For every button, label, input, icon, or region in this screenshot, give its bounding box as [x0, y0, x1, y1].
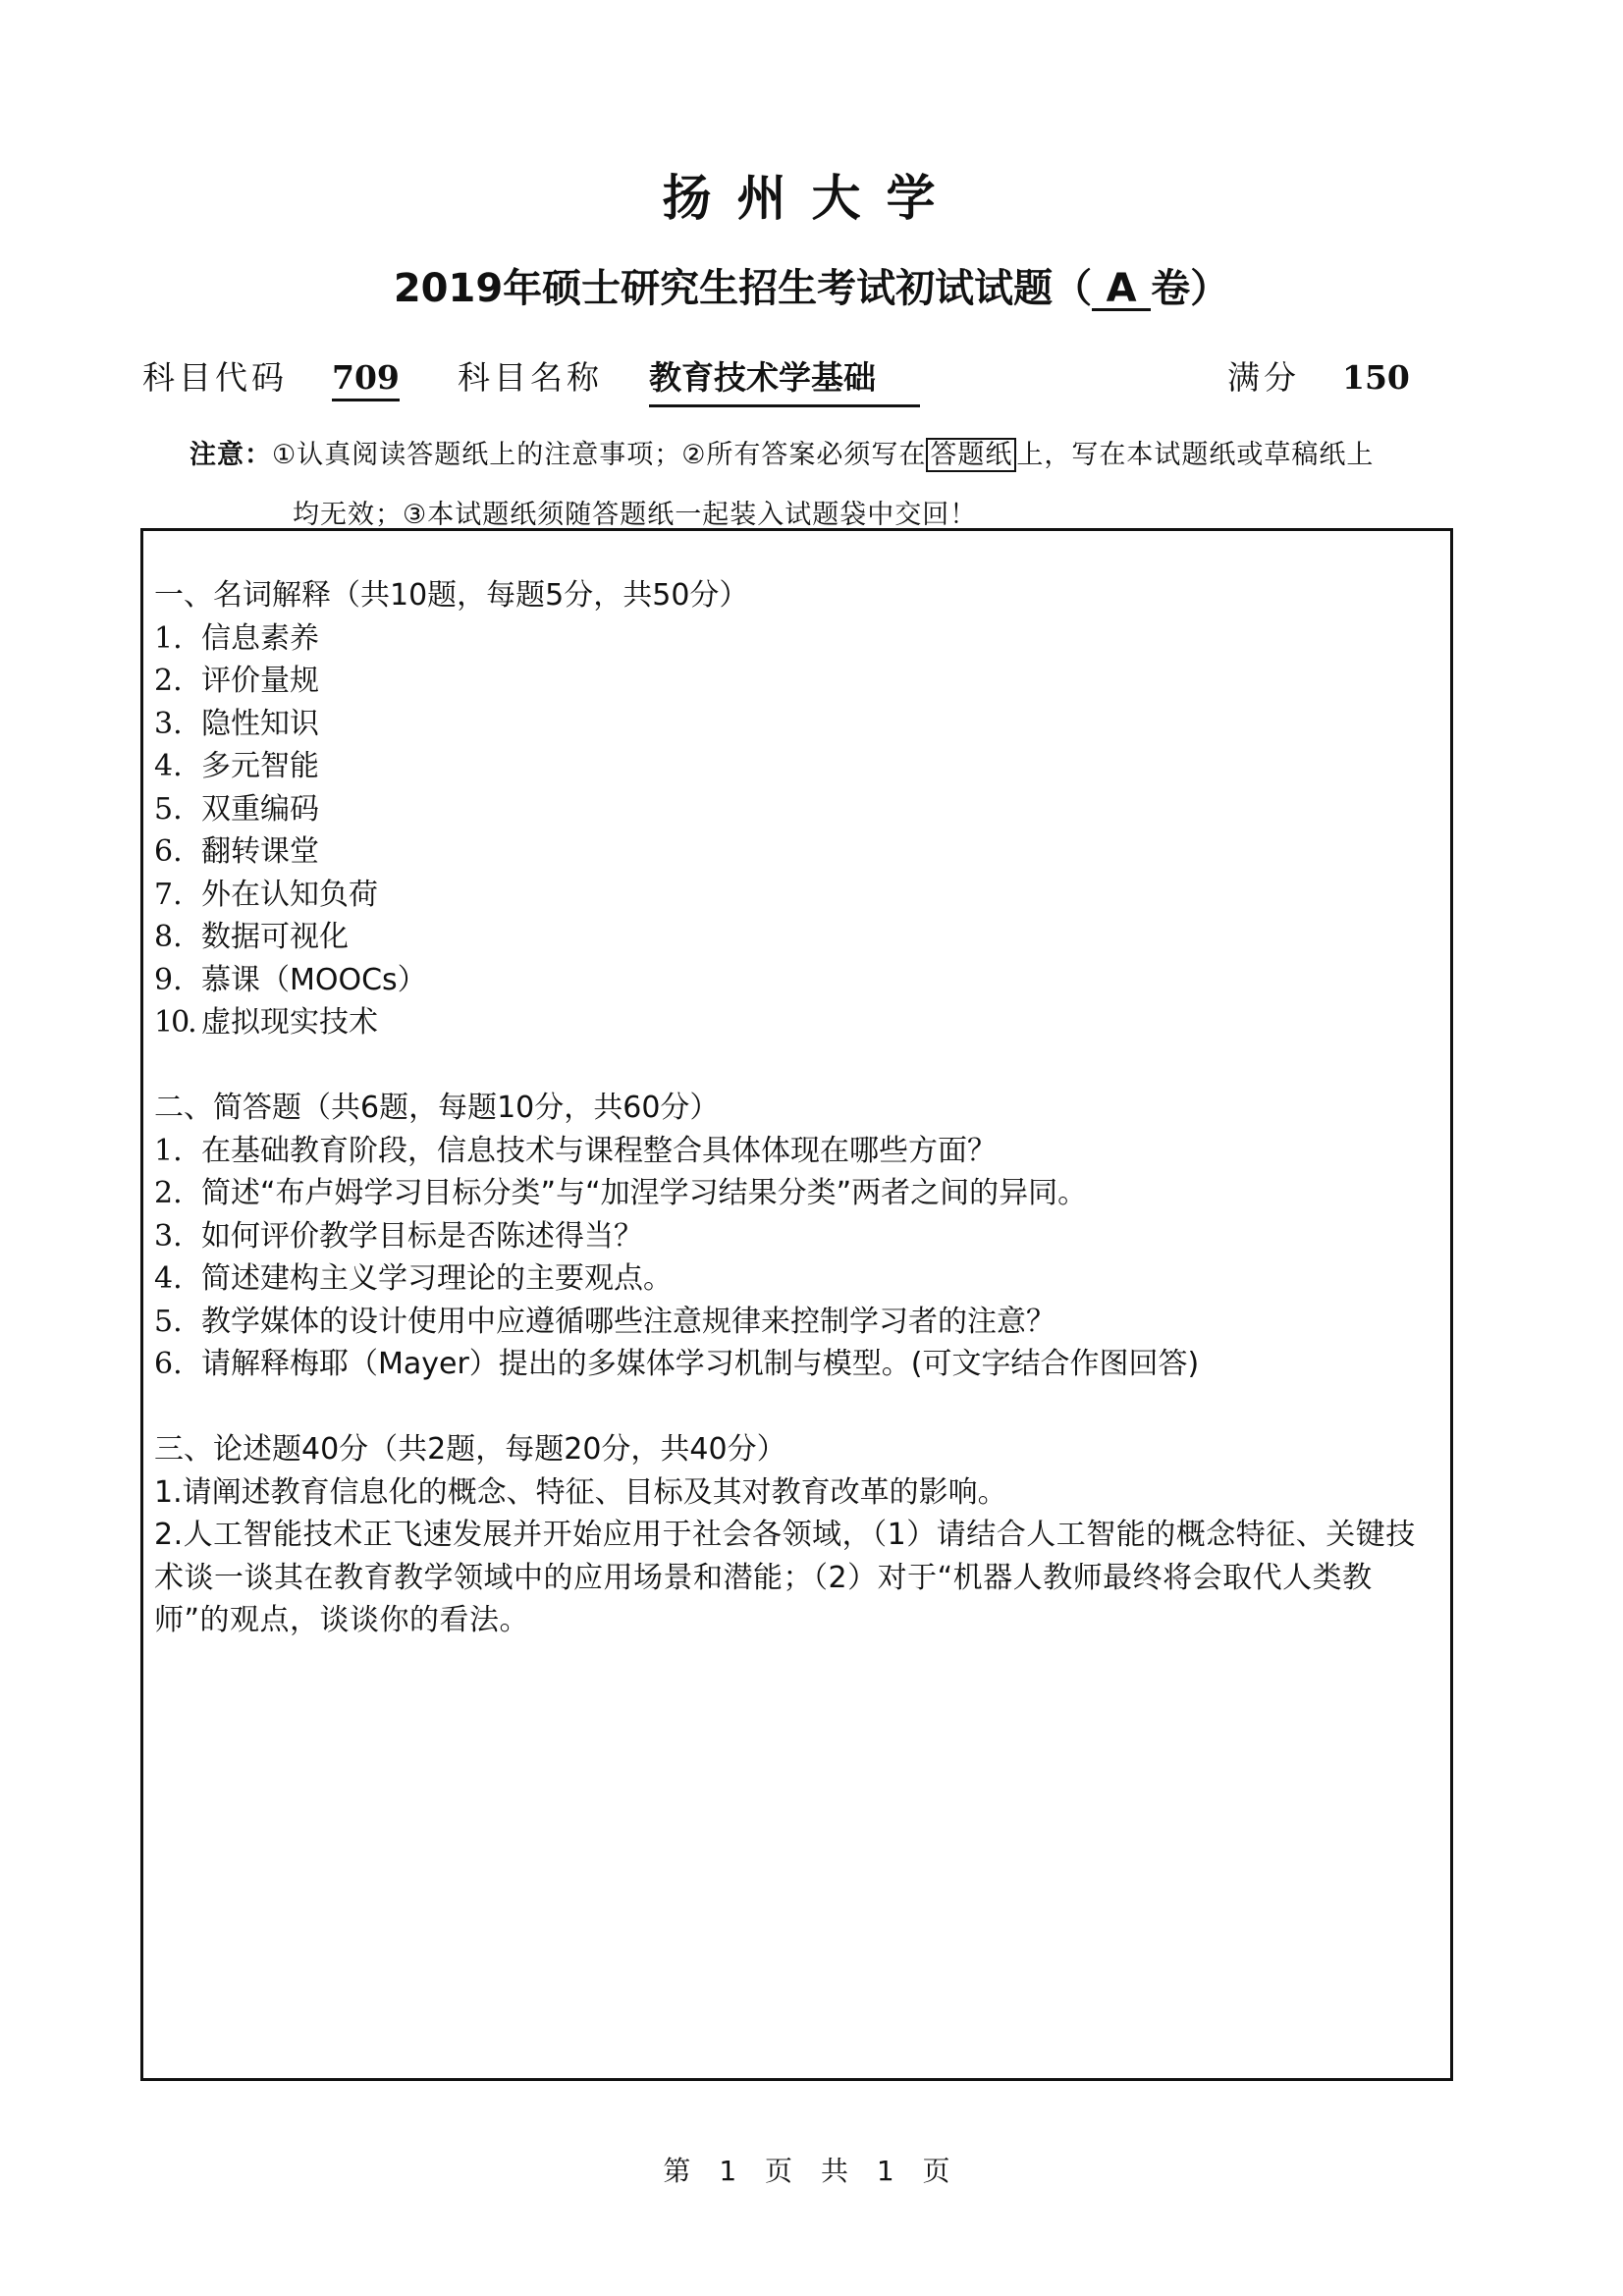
university-name: 扬州大学 [662, 170, 961, 227]
question-text: 请解释梅耶（Mayer）提出的多媒体学习机制与模型。(可文字结合作图回答) [201, 1347, 1200, 1381]
question-number: 6. [154, 1347, 183, 1381]
question-text: 简述建构主义学习理论的主要观点。 [201, 1261, 673, 1296]
question-number: 9. [154, 962, 183, 997]
answer-sheet-highlight: 答题纸 [926, 438, 1016, 472]
section-term-explanation [154, 574, 1440, 1044]
subject-name-group [458, 353, 920, 402]
notice-text-2: 上，写在本试题纸或草稿纸上 [1016, 440, 1375, 470]
section-title: 三、论述题40分（共2题，每题20分，共40分） [154, 1432, 786, 1467]
question-text: 简述“布卢姆学习目标分类”与“加涅学习结果分类”两者之间的异同。 [201, 1176, 1088, 1210]
section-spacer [154, 1386, 1440, 1429]
question-item [154, 1172, 1440, 1215]
question-item [154, 1130, 1440, 1173]
question-number: 4. [154, 749, 183, 783]
question-item [154, 1343, 1440, 1386]
question-text: 双重编码 [201, 791, 319, 827]
question-text: 隐性知识 [201, 706, 319, 741]
question-item [154, 1471, 1440, 1515]
exam-title [0, 263, 1623, 314]
full-score-group [1227, 353, 1410, 402]
question-number: 2. [154, 1176, 183, 1210]
question-number: 2. [154, 664, 183, 698]
section-title: 二、简答题（共6题，每题10分，共60分） [154, 1091, 720, 1125]
question-text: 教学媒体的设计使用中应遵循哪些注意规律来控制学习者的注意？ [201, 1304, 1055, 1339]
question-number: 10. [154, 1005, 195, 1040]
question-text: 翻转课堂 [201, 834, 319, 869]
question-item [154, 703, 1440, 746]
notice-label: 注意： [189, 440, 272, 470]
full-score: 150 [1342, 358, 1410, 397]
full-score-label: 满分 [1227, 358, 1300, 397]
question-item [154, 830, 1440, 874]
question-item [154, 1514, 1440, 1642]
question-text: 评价量规 [201, 664, 319, 698]
question-item [154, 1301, 1440, 1344]
notice-line-2: 均无效；③本试题纸须随答题纸一起装入试题袋中交回！ [293, 500, 978, 530]
question-item [154, 1257, 1440, 1301]
question-number: 5. [154, 791, 183, 827]
subject-code-group [142, 353, 400, 402]
question-item [154, 874, 1440, 917]
question-number: 6. [154, 834, 183, 869]
question-item [154, 1215, 1440, 1258]
question-number: 1. [154, 1474, 183, 1510]
question-text: 虚拟现实技术 [201, 1005, 378, 1040]
question-item [154, 1001, 1440, 1044]
question-content [154, 574, 1440, 1642]
section-title: 一、名词解释（共10题，每题5分，共50分） [154, 578, 749, 613]
subject-code-label: 科目代码 [142, 358, 288, 397]
question-number: 8. [154, 920, 183, 954]
question-number: 2. [154, 1518, 184, 1552]
page-number: 第 1 页 共 1 页 [663, 2155, 960, 2187]
question-number: 3. [154, 706, 183, 741]
question-number: 5. [154, 1304, 183, 1339]
question-item [154, 660, 1440, 703]
question-text: 外在认知负荷 [201, 877, 378, 912]
section-short-answer [154, 1087, 1440, 1386]
question-item [154, 745, 1440, 788]
question-text: 数据可视化 [201, 920, 349, 954]
section-spacer [154, 1044, 1440, 1088]
question-item [154, 959, 1440, 1002]
question-text: 信息素养 [201, 620, 319, 656]
notice-line-1 [189, 436, 1374, 475]
question-text: 请阐述教育信息化的概念、特征、目标及其对教育改革的影响。 [182, 1474, 1007, 1510]
subject-name: 教育技术学基础 [649, 353, 920, 407]
question-number: 4. [154, 1261, 183, 1296]
subject-code: 709 [332, 358, 400, 401]
question-number: 1. [154, 620, 183, 656]
question-number: 7. [154, 877, 183, 912]
notice-text-1: ①认真阅读答题纸上的注意事项；②所有答案必须写在 [272, 440, 927, 470]
exam-title-suffix: 卷） [1151, 266, 1230, 311]
question-item [154, 788, 1440, 831]
question-item [154, 916, 1440, 959]
question-number: 1. [154, 1133, 183, 1168]
question-number: 3. [154, 1218, 183, 1254]
exam-title-prefix: 2019年硕士研究生招生考试初试试题（ [393, 266, 1093, 311]
subject-name-label: 科目名称 [458, 358, 603, 397]
question-text: 慕课（MOOCs） [201, 962, 427, 997]
question-text: 如何评价教学目标是否陈述得当？ [201, 1218, 643, 1254]
paper-type: A [1092, 269, 1151, 311]
section-essay [154, 1428, 1440, 1642]
question-text: 人工智能技术正飞速发展并开始应用于社会各领域，（1）请结合人工智能的概念特征、关键技术谈一谈其在教育教学领域中的应用场景和潜能；（2）对于“机器人教师最终将会取代人类教师”的观点，谈谈你的看法。 [154, 1518, 1416, 1637]
question-item [154, 617, 1440, 661]
question-text: 多元智能 [201, 749, 319, 783]
question-text: 在基础教育阶段，信息技术与课程整合具体体现在哪些方面？ [201, 1133, 997, 1168]
